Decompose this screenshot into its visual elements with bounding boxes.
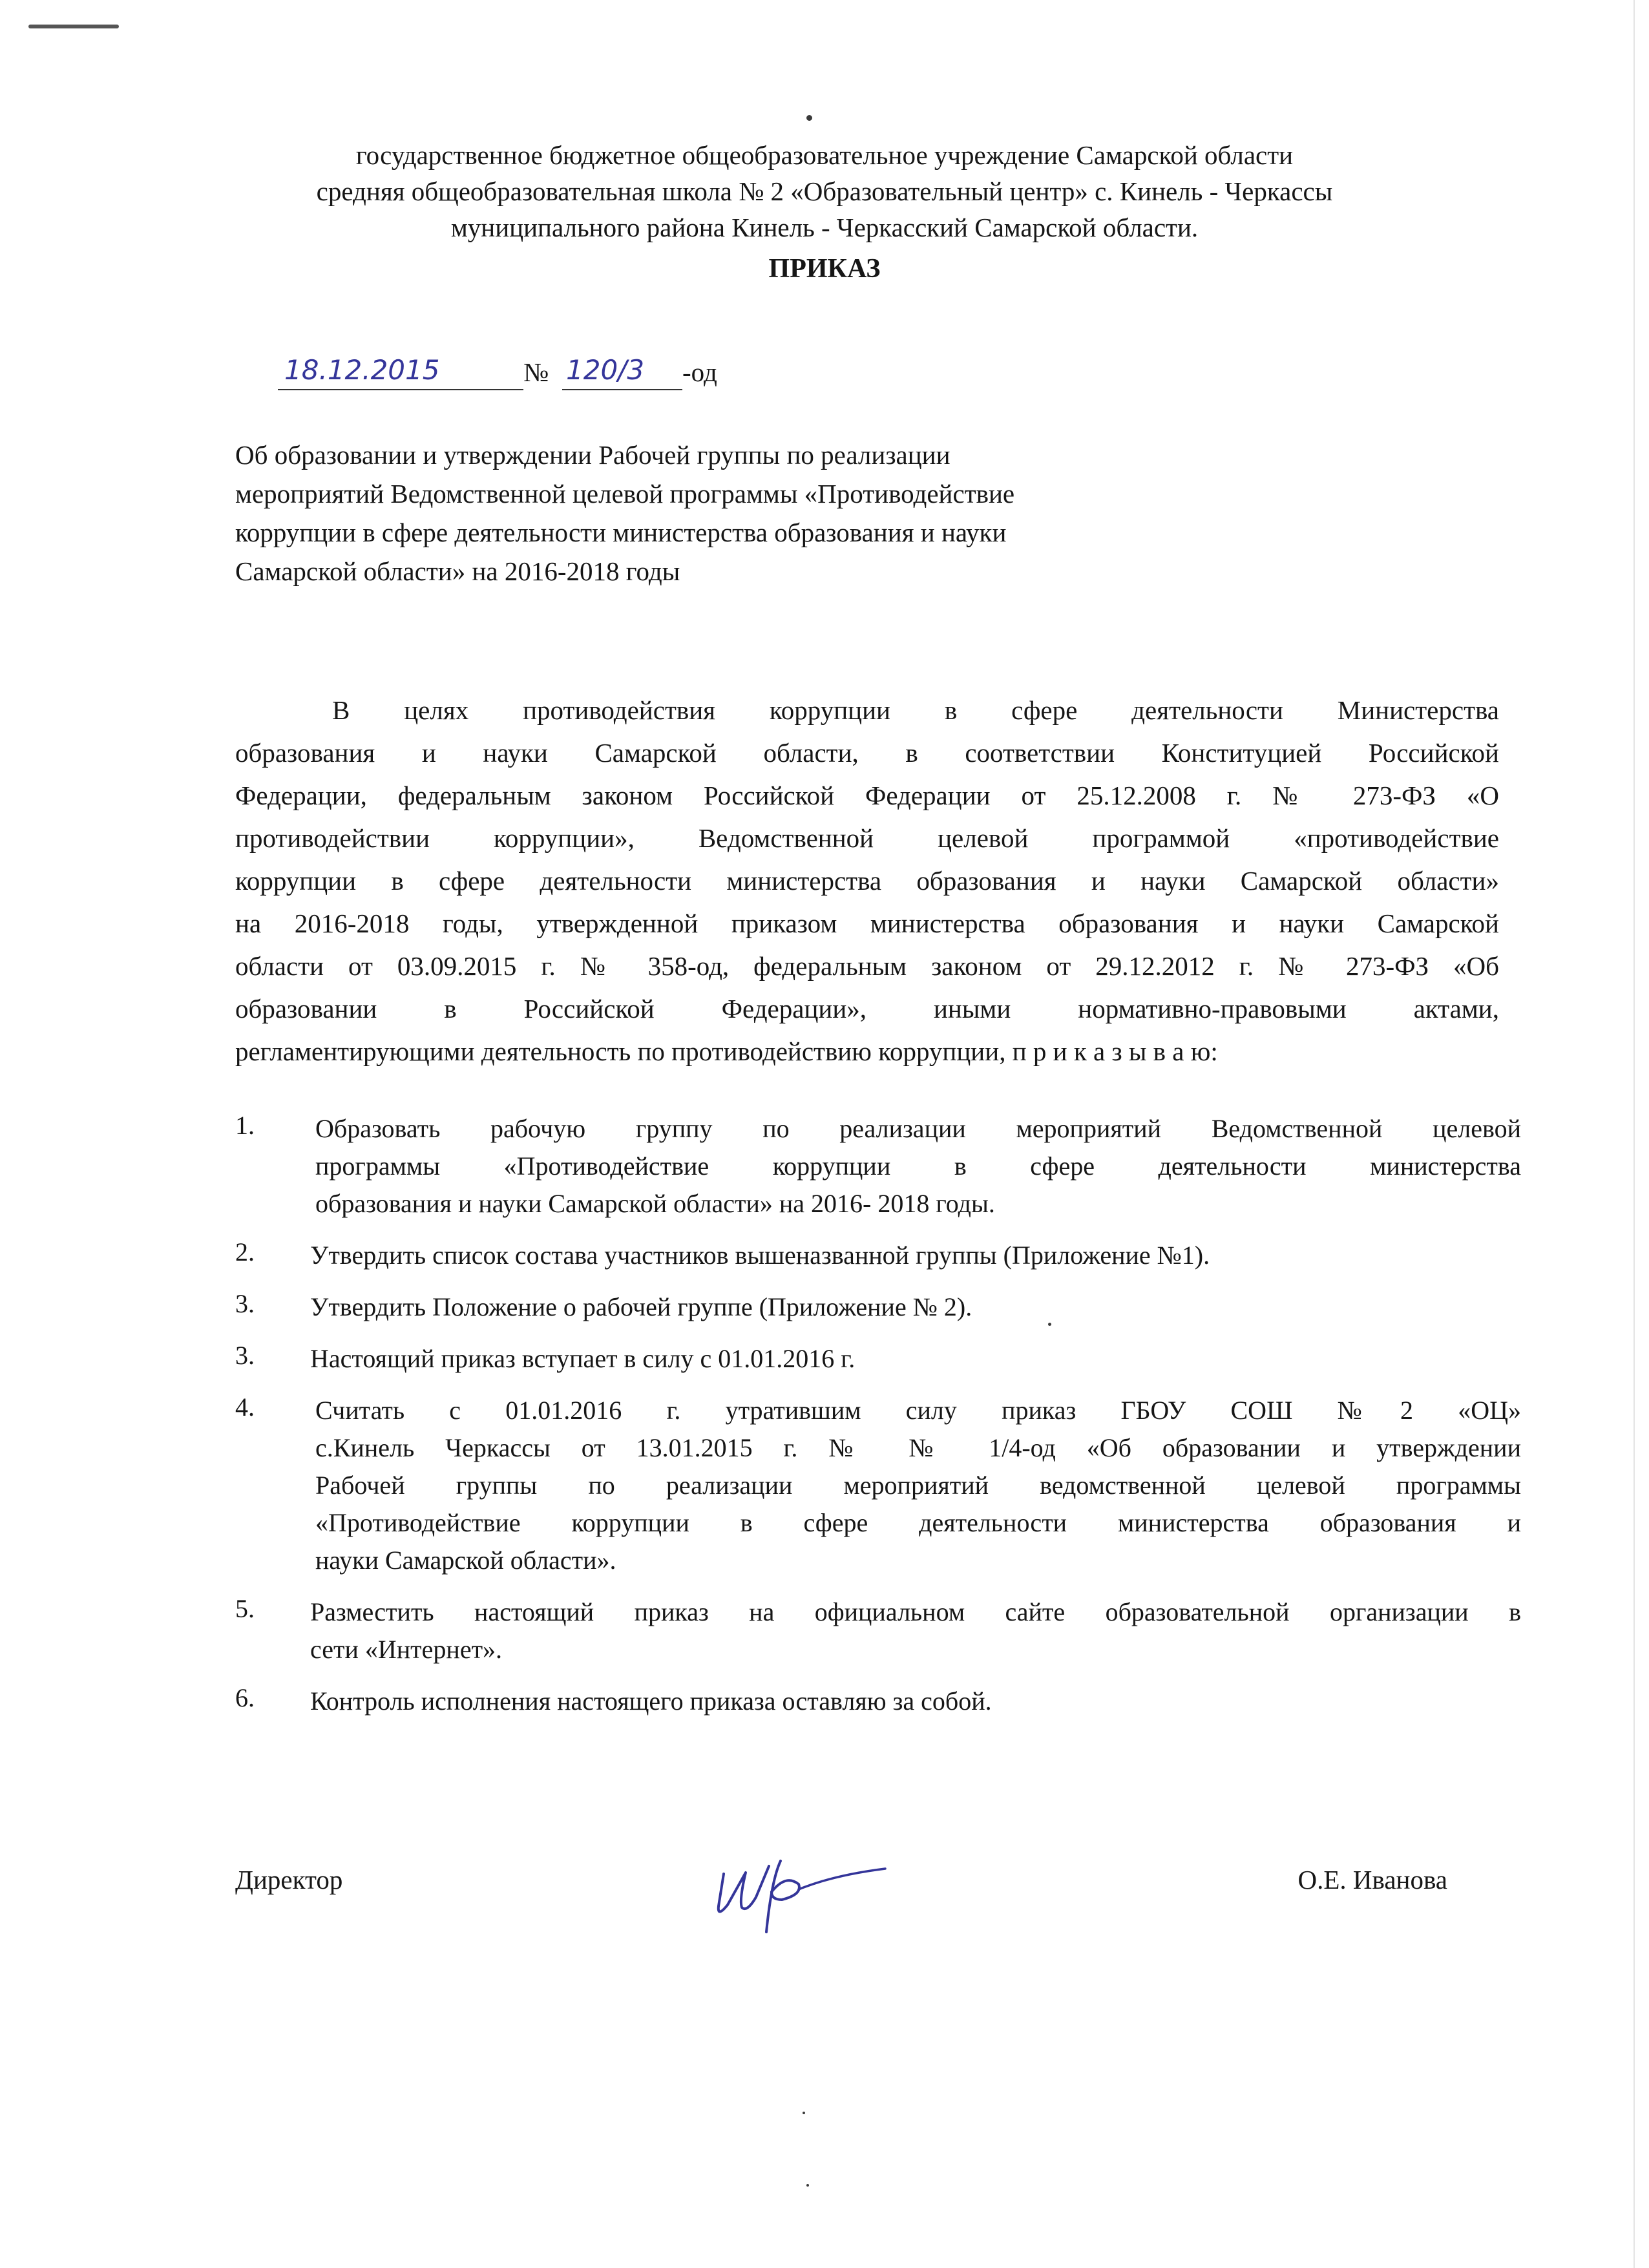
item-line: Образовать рабочую группу по реализации мероприятий Ведомственной целевой: [315, 1114, 1521, 1143]
preamble-line: образовании в Российской Федерации», иными нормативно-правовыми актами,: [235, 994, 1499, 1024]
list-item: [235, 1593, 1521, 1668]
preamble-line: на 2016-2018 годы, утвержденной приказом министерства образования и науки Самарской: [235, 908, 1499, 938]
order-suffix: -од: [682, 357, 717, 387]
item-line: Рабочей группы по реализации мероприятий ведомственной целевой программы: [315, 1471, 1521, 1500]
subject-line: Самарской области» на 2016-2018 годы: [235, 556, 680, 586]
scan-speck: [806, 2184, 809, 2187]
scan-edge: [1633, 0, 1635, 2268]
item-number: 2.: [235, 1237, 255, 1266]
subject-line: мероприятий Ведомственной целевой программы «Противодействие: [235, 479, 1015, 509]
preamble-line: В целях противодействия коррупции в сфере деятельности Министерства: [332, 695, 1499, 725]
list-item: [235, 1288, 1521, 1326]
subject-line: Об образовании и утверждении Рабочей группы по реализации: [235, 440, 951, 470]
preamble-line: противодействии коррупции», Ведомственной целевой программой «противодействие: [235, 823, 1499, 853]
document-title: ПРИКАЗ: [768, 254, 881, 284]
order-date-handwritten: 18.12.2015: [284, 354, 440, 386]
number-underline: [562, 389, 682, 390]
scan-artifact: [28, 25, 119, 28]
item-line: Считать с 01.01.2016 г. утратившим силу приказ ГБОУ СОШ №2 «ОЦ»: [315, 1396, 1521, 1425]
item-line: Контроль исполнения настоящего приказа оставляю за собой.: [310, 1686, 992, 1716]
item-line: образования и науки Самарской области» на 2016- 2018 годы.: [315, 1189, 995, 1218]
item-number: 1.: [235, 1111, 255, 1140]
item-number: 4.: [235, 1392, 255, 1422]
list-item: [235, 1392, 1521, 1579]
item-line: науки Самарской области».: [315, 1546, 616, 1575]
date-underline: [278, 389, 523, 390]
preamble-line: образования и науки Самарской области, в соответствии Конституцией Российской: [235, 738, 1499, 768]
order-subject: [235, 436, 1269, 591]
preamble-line: Федерации, федеральным законом Российской Федерации от 25.12.2008 г. № 273-ФЗ «О: [235, 781, 1499, 810]
item-line: с.Кинель Черкассы от 13.01.2015 г. № № 1/4-од «Об образовании и утверждении: [315, 1433, 1521, 1462]
header-line: государственное бюджетное общеобразовательное учреждение Самарской области: [355, 140, 1294, 170]
item-line: сети «Интернет».: [310, 1635, 503, 1664]
preamble-line: регламентирующими деятельность по противодействию коррупции, п р и к а з ы в а ю:: [235, 1036, 1218, 1066]
item-number: 5.: [235, 1594, 255, 1623]
item-number: 3.: [235, 1289, 255, 1318]
item-number: 6.: [235, 1683, 255, 1712]
signatory-name: О.Е. Иванова: [1297, 1865, 1447, 1895]
order-number-handwritten: 120/3: [566, 354, 645, 386]
order-date-number: [278, 354, 730, 399]
preamble-line: области от 03.09.2015 г. № 358-од, федеральным законом от 29.12.2012 г. № 273-ФЗ «Об: [235, 951, 1499, 981]
item-line: Настоящий приказ вступает в силу с 01.01.2016 г.: [310, 1344, 856, 1373]
list-item: [235, 1683, 1521, 1720]
item-line: Разместить настоящий приказ на официальном сайте образовательной организации в: [310, 1597, 1521, 1626]
item-line: Утвердить Положение о рабочей группе (Приложение № 2).: [310, 1292, 972, 1321]
scan-speck: [806, 115, 812, 121]
order-items-list: [235, 1110, 1521, 1734]
number-sign: №: [523, 357, 549, 387]
scan-speck: [803, 2112, 805, 2114]
preamble-paragraph: [235, 689, 1499, 1073]
header-line: муниципального района Кинель - Черкасский Самарской области.: [450, 213, 1199, 242]
item-line: «Противодействие коррупции в сфере деятельности министерства образования и: [315, 1508, 1521, 1537]
handwritten-signature: [704, 1835, 898, 1951]
list-item: [235, 1340, 1521, 1378]
item-line: программы «Противодействие коррупции в сфере деятельности министерства: [315, 1151, 1521, 1181]
signatory-position: Директор: [235, 1865, 343, 1895]
item-line: Утвердить список состава участников вышеназванной группы (Приложение №1).: [310, 1241, 1210, 1270]
preamble-line: коррупции в сфере деятельности министерства образования и науки Самарской области»: [235, 866, 1499, 896]
header-line: средняя общеобразовательная школа № 2 «Образовательный центр» с. Кинель - Черкассы: [316, 176, 1333, 206]
list-item: [235, 1110, 1521, 1223]
item-number: 3.: [235, 1341, 255, 1370]
subject-line: коррупции в сфере деятельности министерства образования и науки: [235, 518, 1007, 547]
organization-header: [162, 137, 1487, 246]
list-item: [235, 1237, 1521, 1274]
